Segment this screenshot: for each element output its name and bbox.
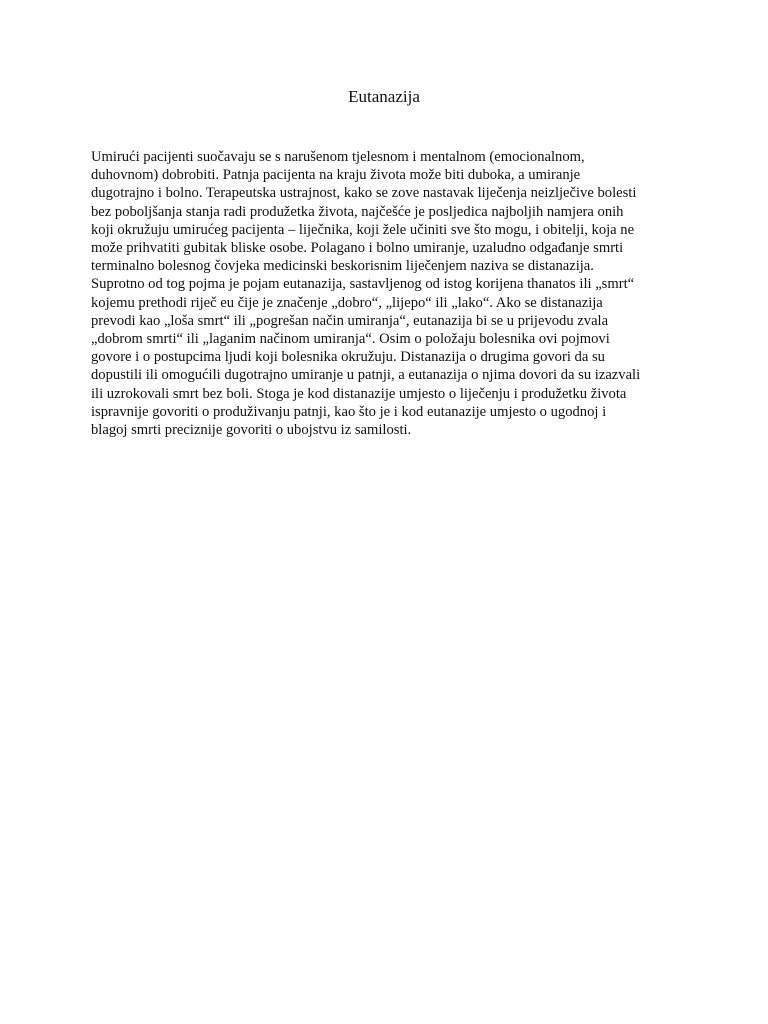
paragraph-line: „dobrom smrti“ ili „laganim načinom umiranja“. Osim o položaju bolesnika ovi pojmovi xyxy=(91,331,610,348)
paragraph-line: terminalno bolesnog čovjeka medicinski beskorisnim liječenjem naziva se distanazija. xyxy=(91,258,594,275)
document-title: Eutanazija xyxy=(348,87,420,106)
paragraph-line: bez poboljšanja stanja radi produžetka života, najčešće je posljedica najboljih namjera onih xyxy=(91,203,624,220)
paragraph-line: Umirući pacijenti suočavaju se s narušenom tjelesnom i mentalnom (emocionalnom, xyxy=(91,149,585,165)
paragraph-line: blagoj smrti preciznije govoriti o ubojstvu iz samilosti. xyxy=(91,422,412,439)
paragraph-line: kojemu prethodi riječ eu čije je značenje „dobro“, „lijepo“ ili „lako“. Ako se distanazija xyxy=(91,294,603,311)
body-paragraph xyxy=(91,148,687,439)
paragraph-line: prevodi kao „loša smrt“ ili „pogrešan način umiranja“, eutanazija bi se u prijevodu zvala xyxy=(91,312,609,329)
paragraph-line: koji okružuju umirućeg pacijenta – liječnika, koji žele učiniti sve što mogu, i obitelji, koja ne xyxy=(91,221,635,238)
paragraph-line: govore i o postupcima ljudi koji bolesnika okružuju. Distanazija o drugima govori da su xyxy=(91,349,605,366)
paragraph-line: ispravnije govoriti o produživanju patnji, kao što je i kod eutanazije umjesto o ugodnoj i xyxy=(91,403,607,420)
paragraph-line: dugotrajno i bolno. Terapeutska ustrajnost, kako se zove nastavak liječenja neizlječive bolesti xyxy=(91,185,637,202)
paragraph-line: Suprotno od tog pojma je pojam eutanazija, sastavljenog od istog korijena thanatos ili „smrt“ xyxy=(91,276,635,293)
paragraph-line: može prihvatiti gubitak bliske osobe. Polagano i bolno umiranje, uzaludno odgađanje smrti xyxy=(91,240,624,257)
paragraph-line: dopustili ili omogućili dugotrajno umiranje u patnji, a eutanazija o njima dovori da su izazvali xyxy=(91,367,641,384)
paragraph-line: ili uzrokovali smrt bez boli. Stoga je kod distanazije umjesto o liječenju i produžetku života xyxy=(91,385,627,402)
paragraph-line: duhovnom) dobrobiti. Patnja pacijenta na kraju života može biti duboka, a umiranje xyxy=(91,167,581,184)
